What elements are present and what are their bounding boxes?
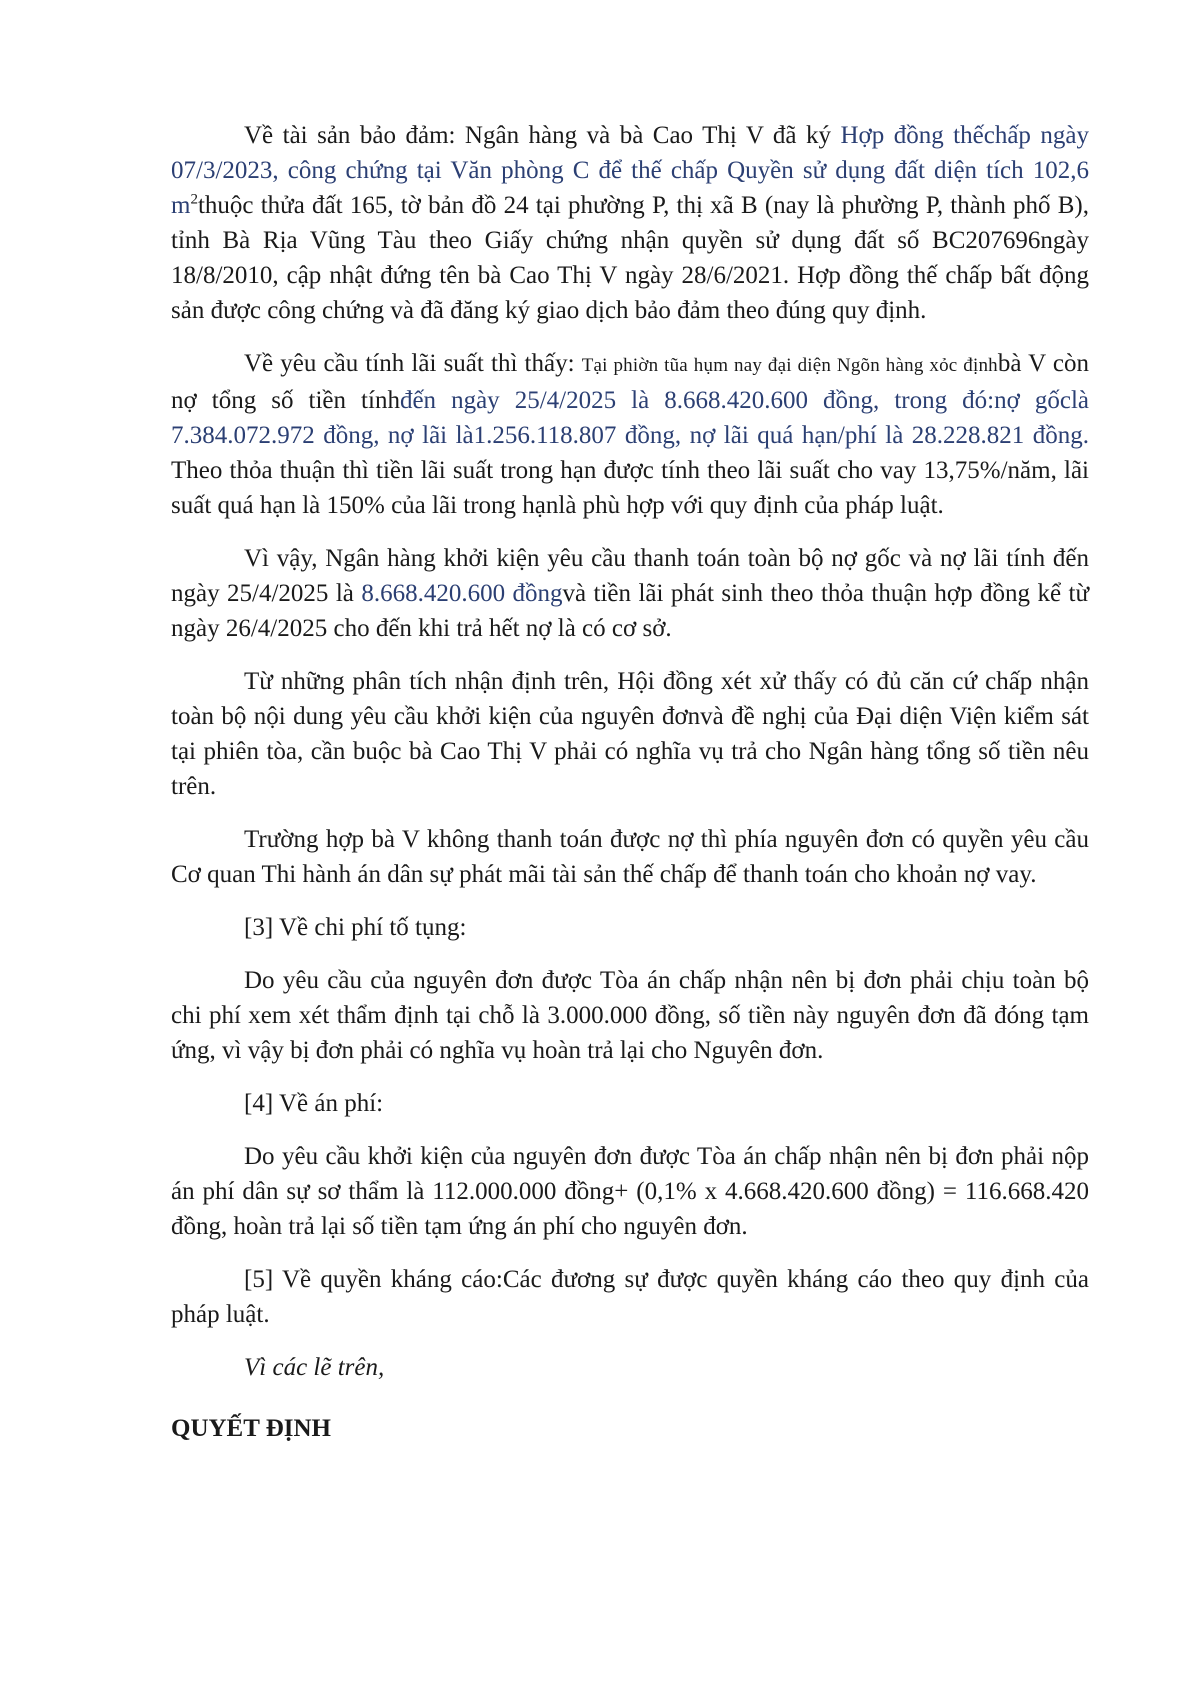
paragraph-claim xyxy=(171,541,1089,646)
paragraph-analysis: Từ những phân tích nhận định trên, Hội đồng xét xử thấy có đủ căn cứ chấp nhận toàn bộ nội dung yêu cầu khởi kiện của nguyên đơnvà đề nghị của Đại diện Viện kiểm sát tại phiên tòa, cần buộc bà Cao Thị V phải có nghĩa vụ trả cho Ngân hàng tổng số tiền nêu trên. xyxy=(171,668,1089,800)
claim-rest-text: và tiền lãi phát sinh theo thỏa thuận hợp đồng kể từ ngày 26/4/2025 cho đến khi trả hết nợ là có cơ sở. xyxy=(171,580,1089,642)
decision-heading: QUYẾT ĐỊNH xyxy=(171,1415,331,1442)
interest-principal-text: là 7.384.072.972 đồng, nợ lãi là1.256.118.807 đồng, nợ lãi quá hạn/phí là 28.228.821 đồng. xyxy=(171,387,1089,449)
paragraph-appeal-rights: [5] Về quyền kháng cáo:Các đương sự được quyền kháng cáo theo quy định của pháp luật. xyxy=(171,1266,1089,1328)
interest-intro-text: Về yêu cầu tính lãi suất thì thấy: xyxy=(244,350,582,377)
closing-phrase: Vì các lẽ trên, xyxy=(244,1354,385,1381)
interest-small-text: Tại phiờn tũa hụm nay đại diện Ngõn hàng xỏc định xyxy=(581,355,998,376)
interest-agreement-text: Theo thỏa thuận thì tiền lãi suất trong hạn được tính theo lãi suất cho vay 13,75%/năm, xyxy=(171,457,1057,484)
section-heading-court-fees: [4] Về án phí: xyxy=(244,1090,384,1117)
interest-overdue-text: lãi suất quá hạn là 150% của lãi trong hạnlà phù hợp với quy định của pháp luật. xyxy=(171,457,1089,519)
interest-debt-text: bà V còn nợ tổng số tiền tính xyxy=(171,350,1090,414)
interest-date-amount-text: đến ngày 25/4/2025 là 8.668.420.600 đồng, trong đó:nợ gốc xyxy=(399,387,1071,414)
collateral-contract-text: Hợp đồng thếchấp ngày 07/3/2023, công chứng tại Văn phòng C để thế chấp Quyền sử dụng đất diện tích 102,6 m xyxy=(171,122,1089,219)
collateral-intro-text: Về tài sản bảo đảm: Ngân hàng và bà Cao Thị V đã ký xyxy=(244,122,841,149)
paragraph-litigation-costs: Do yêu cầu của nguyên đơn được Tòa án chấp nhận nên bị đơn phải chịu toàn bộ chi phí xem xét thẩm định tại chỗ là 3.000.000 đồng, số tiền này nguyên đơn đã đóng tạm ứng, vì vậy bị đơn phải có nghĩa vụ hoàn trả lại cho Nguyên đơn. xyxy=(171,967,1089,1064)
claim-intro-text: Vì vậy, Ngân hàng khởi kiện yêu cầu thanh toán toàn bộ nợ gốc và nợ lãi tính đến ngày 25/4/2025 là xyxy=(171,545,1089,607)
document-body xyxy=(171,118,1089,1464)
paragraph-collateral xyxy=(171,118,1089,328)
section-heading-litigation-costs: [3] Về chi phí tố tụng: xyxy=(244,914,467,941)
paragraph-enforcement: Trường hợp bà V không thanh toán được nợ thì phía nguyên đơn có quyền yêu cầu Cơ quan Thi hành án dân sự phát mãi tài sản thế chấp để thanh toán cho khoản nợ vay. xyxy=(171,826,1089,888)
collateral-detail-text: thuộc thửa đất 165, tờ bản đồ 24 tại phường P, thị xã B (nay là phường P, thành phố B), tỉnh Bà Rịa Vũng Tàu theo Giấy chứng nhận quyền sử dụng đất số BC207696ngày 18/8/2010, cập nhật đứng tên bà Cao Thị V ngày 28/6/2021. Hợp đồng thế chấp bất động sản được công chứng và đã đăng ký giao dịch bảo đảm theo đúng quy định. xyxy=(171,192,1089,324)
claim-amount-text: 8.668.420.600 đồng xyxy=(361,580,563,607)
paragraph-interest xyxy=(171,346,1089,523)
paragraph-court-fees: Do yêu cầu khởi kiện của nguyên đơn được Tòa án chấp nhận nên bị đơn phải nộp án phí dân sự sơ thẩm là 112.000.000 đồng+ (0,1% x 4.668.420.600 đồng) = 116.668.420 đồng, hoàn trả lại số tiền tạm ứng án phí cho nguyên đơn. xyxy=(171,1143,1089,1240)
area-unit-superscript: 2 xyxy=(190,191,198,208)
